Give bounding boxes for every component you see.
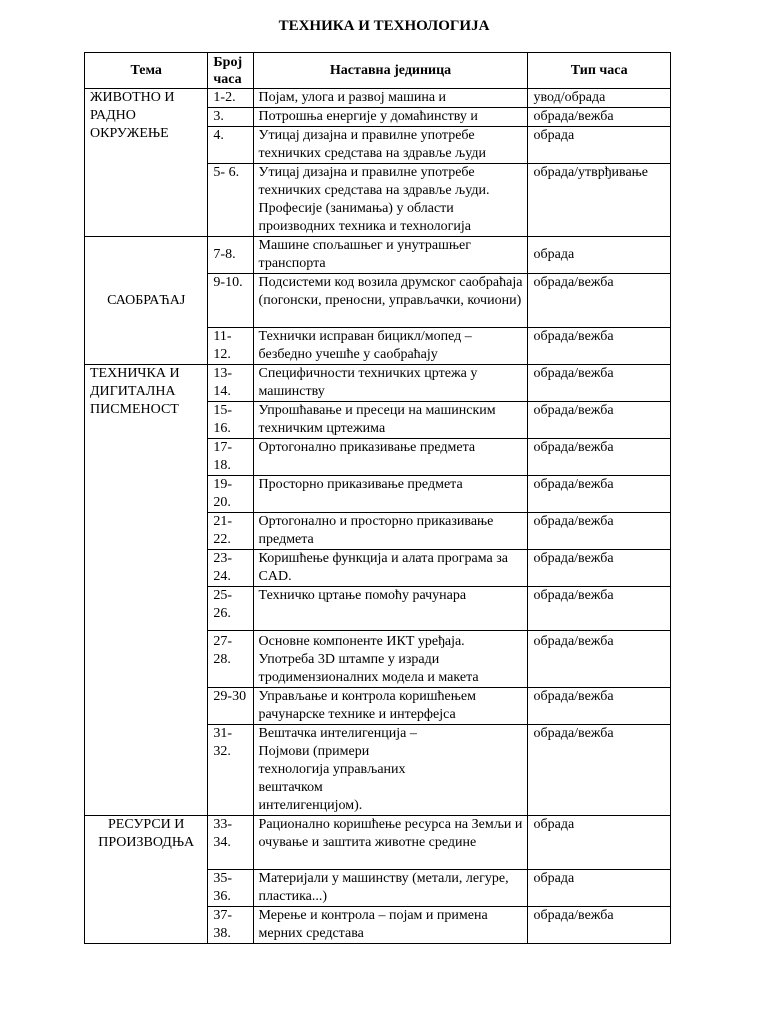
type-cell: обрада/вежба bbox=[528, 513, 671, 550]
type-cell: обрада/вежба bbox=[528, 439, 671, 476]
type-cell: увод/обрада bbox=[528, 89, 671, 108]
unit-cell: Машине спољашњег и унутрашњег транспорта bbox=[253, 237, 528, 274]
hours-cell: 25-26. bbox=[208, 587, 253, 631]
unit-cell: Појам, улога и развој машина и bbox=[253, 89, 528, 108]
type-cell: обрада/вежба bbox=[528, 274, 671, 328]
hours-cell: 31-32. bbox=[208, 725, 253, 816]
curriculum-table bbox=[84, 52, 671, 944]
unit-cell: Технички исправан бицикл/мопед – безбедно учешће у саобраћају bbox=[253, 328, 528, 365]
type-cell: обрада/вежба bbox=[528, 476, 671, 513]
hours-cell: 35-36. bbox=[208, 870, 253, 907]
theme-cell: РЕСУРСИ И ПРОИЗВОДЊА bbox=[85, 816, 208, 944]
hours-cell: 27-28. bbox=[208, 631, 253, 688]
unit-cell: Материјали у машинству (метали, легуре, пластика...) bbox=[253, 870, 528, 907]
unit-cell: Потрошња енергије у домаћинству и bbox=[253, 108, 528, 127]
hours-cell: 5- 6. bbox=[208, 164, 253, 237]
unit-cell: Вештачка интелигенција – Појмови (примери технологија управљаних вештачком интелигенцијом). bbox=[253, 725, 528, 816]
type-cell: обрада bbox=[528, 237, 671, 274]
type-cell: обрада/утврђивање bbox=[528, 164, 671, 237]
theme-cell: ЖИВОТНО И РАДНО ОКРУЖЕЊЕ bbox=[85, 89, 208, 237]
type-cell: обрада/вежба bbox=[528, 108, 671, 127]
type-cell: обрада bbox=[528, 816, 671, 870]
type-cell: обрада/вежба bbox=[528, 550, 671, 587]
table-row bbox=[85, 365, 671, 402]
type-cell: обрада/вежба bbox=[528, 328, 671, 365]
type-cell: обрада/вежба bbox=[528, 631, 671, 688]
table-row bbox=[85, 237, 671, 274]
hours-cell: 33-34. bbox=[208, 816, 253, 870]
hours-cell: 21-22. bbox=[208, 513, 253, 550]
table-row bbox=[85, 89, 671, 108]
hours-cell: 17-18. bbox=[208, 439, 253, 476]
unit-cell: Подсистеми код возила друмског саобраћаја (погонски, преносни, управљачки, кочиони) bbox=[253, 274, 528, 328]
header-type: Тип часа bbox=[528, 53, 671, 89]
hours-cell: 3. bbox=[208, 108, 253, 127]
unit-cell: Техничко цртање помоћу рачунара bbox=[253, 587, 528, 631]
unit-cell: Ортогонално и просторно приказивање предмета bbox=[253, 513, 528, 550]
theme-cell: ТЕХНИЧКА И ДИГИТАЛНА ПИСМЕНОСТ bbox=[85, 365, 208, 816]
unit-cell: Управљање и контрола коришћењем рачунарске технике и интерфејса bbox=[253, 688, 528, 725]
type-cell: обрада/вежба bbox=[528, 725, 671, 816]
unit-cell: Основне компоненте ИКТ уређаја. Употреба 3D штампе у изради тродимензионалних модела и макета bbox=[253, 631, 528, 688]
table-row bbox=[85, 816, 671, 870]
hours-cell: 19-20. bbox=[208, 476, 253, 513]
table-header-row bbox=[85, 53, 671, 89]
page-title: ТЕХНИКА И ТЕХНОЛОГИЈА bbox=[278, 18, 490, 34]
hours-cell: 13-14. bbox=[208, 365, 253, 402]
unit-cell: Утицај дизајна и правилне употребе техничких средстава на здравље људи bbox=[253, 127, 528, 164]
unit-cell: Коришћење функција и алата програма за CAD. bbox=[253, 550, 528, 587]
unit-cell: Специфичности техничких цртежа у машинству bbox=[253, 365, 528, 402]
type-cell: обрада bbox=[528, 127, 671, 164]
type-cell: обрада/вежба bbox=[528, 402, 671, 439]
type-cell: обрада/вежба bbox=[528, 365, 671, 402]
hours-cell: 9-10. bbox=[208, 274, 253, 328]
unit-cell: Рационално коришћење ресурса на Земљи и очување и заштита животне средине bbox=[253, 816, 528, 870]
type-cell: обрада bbox=[528, 870, 671, 907]
hours-cell: 37-38. bbox=[208, 907, 253, 944]
unit-cell: Упрошћавање и пресеци на машинским техничким цртежима bbox=[253, 402, 528, 439]
unit-cell: Утицај дизајна и правилне употребе техничких средстава на здравље људи. Професије (занимања) у области производних техника и технологија bbox=[253, 164, 528, 237]
unit-cell: Мерење и контрола – појам и примена мерних средстава bbox=[253, 907, 528, 944]
hours-cell: 1-2. bbox=[208, 89, 253, 108]
type-cell: обрада/вежба bbox=[528, 907, 671, 944]
unit-cell: Ортогонално приказивање предмета bbox=[253, 439, 528, 476]
unit-cell: Просторно приказивање предмета bbox=[253, 476, 528, 513]
hours-cell: 7-8. bbox=[208, 237, 253, 274]
hours-cell: 4. bbox=[208, 127, 253, 164]
theme-cell: САОБРАЋАЈ bbox=[85, 237, 208, 365]
type-cell: обрада/вежба bbox=[528, 587, 671, 631]
header-hours: Број часа bbox=[208, 53, 253, 89]
hours-cell: 29-30 bbox=[208, 688, 253, 725]
hours-cell: 15-16. bbox=[208, 402, 253, 439]
type-cell: обрада/вежба bbox=[528, 688, 671, 725]
hours-cell: 11-12. bbox=[208, 328, 253, 365]
header-theme: Тема bbox=[85, 53, 208, 89]
header-unit: Наставна јединица bbox=[253, 53, 528, 89]
hours-cell: 23-24. bbox=[208, 550, 253, 587]
